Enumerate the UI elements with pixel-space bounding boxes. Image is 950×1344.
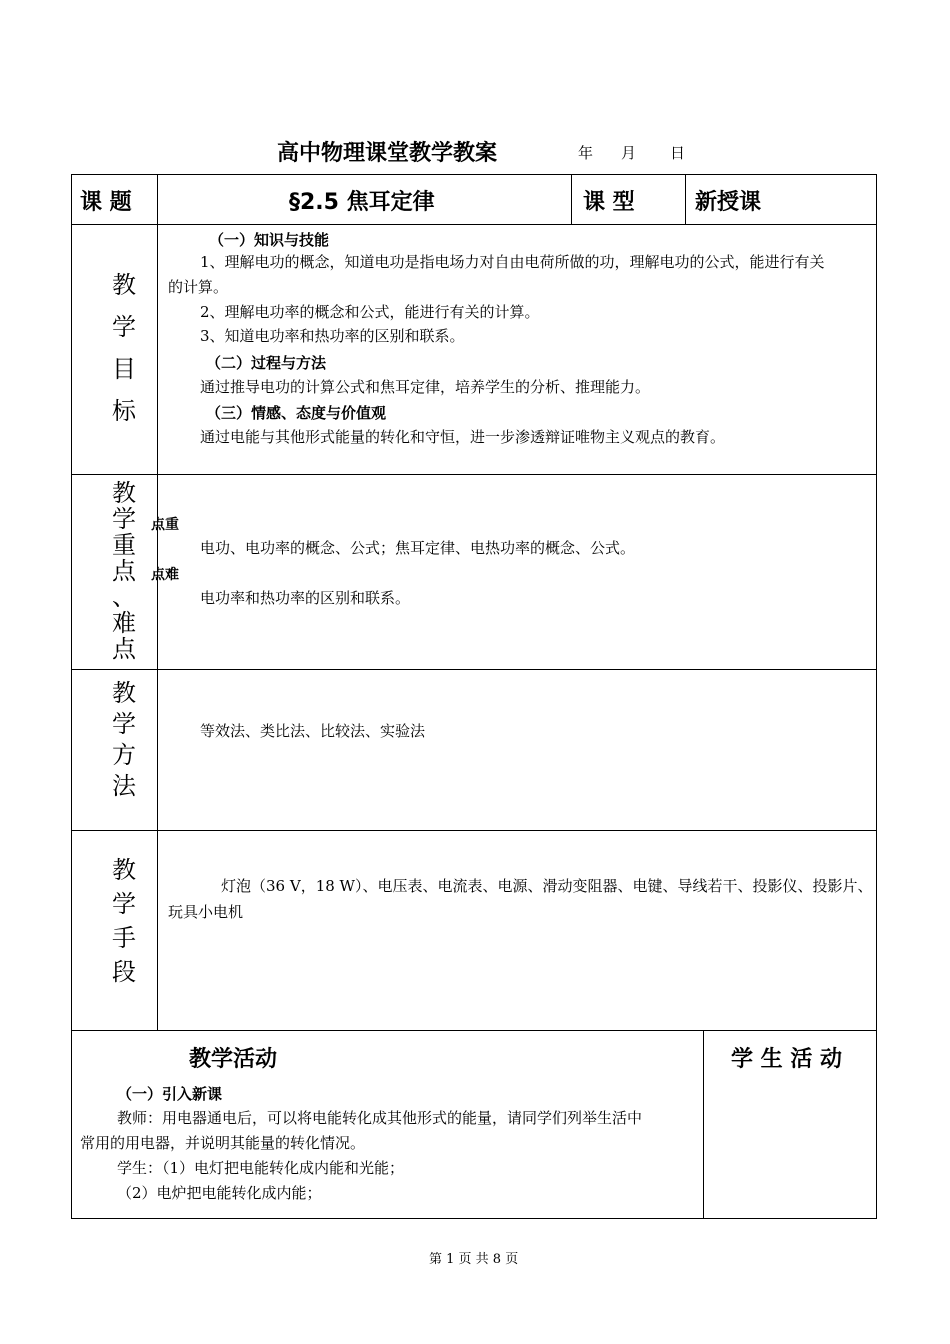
objectives-section1-title: （一）知识与技能	[209, 231, 330, 249]
date-month: 月	[621, 144, 637, 162]
key-points-label	[109, 480, 139, 662]
objectives-section2-text: 通过推导电功的计算公式和焦耳定律，培养学生的分析、推理能力。	[200, 378, 651, 396]
methods-label-char: 学	[112, 710, 136, 738]
methods-label	[109, 678, 139, 802]
objectives-section2-title: （二）过程与方法	[206, 354, 327, 372]
objectives-label-char: 目	[112, 355, 136, 383]
objectives-item1-line1: 1、理解电功的概念，知道电功是指电场力对自由电荷所做的功，理解电功的公式，能进行有关	[200, 253, 825, 271]
means-line2: 玩具小电机	[168, 903, 244, 921]
objectives-item1-line2: 的计算。	[168, 278, 229, 296]
date-year: 年	[578, 144, 594, 162]
key-point-text: 电功、电功率的概念、公式；焦耳定律、电热功率的概念、公式。	[200, 539, 636, 557]
means-label-char: 段	[112, 958, 136, 986]
type-label: 课 型	[583, 190, 635, 215]
objectives-item3: 3、知道电功率和热功率的区别和联系。	[200, 327, 465, 345]
objectives-label-char: 学	[112, 313, 136, 341]
methods-label-char: 方	[112, 741, 136, 769]
activities-section1-title: （一）引入新课	[117, 1085, 223, 1103]
date-day: 日	[670, 144, 686, 162]
means-line1: 灯泡（36 V，18 W）、电压表、电流表、电源、滑动变阻器、电键、导线若干、投影仪、投影片、	[221, 877, 873, 895]
means-label-char: 手	[112, 924, 136, 952]
key-points-label-char: 点	[112, 557, 136, 585]
key-point-tag: 点重	[151, 517, 179, 533]
means-label	[109, 853, 139, 989]
activities-student-line2: （2）电炉把电能转化成内能；	[117, 1184, 322, 1202]
type-value: 新授课	[695, 190, 762, 215]
methods-label-char: 法	[112, 772, 136, 800]
methods-text: 等效法、类比法、比较法、实验法	[200, 722, 426, 740]
objectives-item2: 2、理解电功率的概念和公式，能进行有关的计算。	[200, 303, 540, 321]
objectives-label-char: 标	[112, 397, 136, 425]
page-number: 第 1 页 共 8 页	[429, 1252, 519, 1267]
key-points-label-char: 教	[112, 479, 136, 507]
difficulty-text: 电功率和热功率的区别和联系。	[200, 589, 411, 607]
topic-value: §2.5 焦耳定律	[289, 190, 435, 215]
objectives-label-char: 教	[112, 271, 136, 299]
key-points-label-char: 重	[112, 531, 136, 559]
objectives-section3-title: （三）情感、态度与价值观	[206, 404, 387, 422]
means-label-char: 学	[112, 890, 136, 918]
objectives-label	[109, 270, 139, 426]
difficulty-tag: 点难	[151, 567, 179, 583]
activities-teacher-line2: 常用的用电器，并说明其能量的转化情况。	[80, 1134, 366, 1152]
key-points-label-char: 点	[112, 635, 136, 663]
objectives-section3-text: 通过电能与其他形式能量的转化和守恒，进一步渗透辩证唯物主义观点的教育。	[200, 428, 726, 446]
means-label-char: 教	[112, 856, 136, 884]
key-points-label-char: 学	[112, 505, 136, 533]
key-points-label-char: 、	[112, 583, 136, 611]
methods-label-char: 教	[112, 679, 136, 707]
activities-student-line1: 学生：（1）电灯把电能转化成内能和光能；	[117, 1159, 405, 1177]
key-points-label-char: 难	[112, 609, 136, 637]
topic-label: 课 题	[80, 190, 132, 215]
student-activities-header: 学 生 活 动	[731, 1047, 842, 1072]
document-title: 高中物理课堂教学教案	[277, 141, 498, 166]
teacher-activities-header: 教学活动	[189, 1047, 278, 1072]
activities-teacher-line1: 教师：用电器通电后，可以将电能转化成其他形式的能量，请同学们列举生活中	[117, 1109, 643, 1127]
